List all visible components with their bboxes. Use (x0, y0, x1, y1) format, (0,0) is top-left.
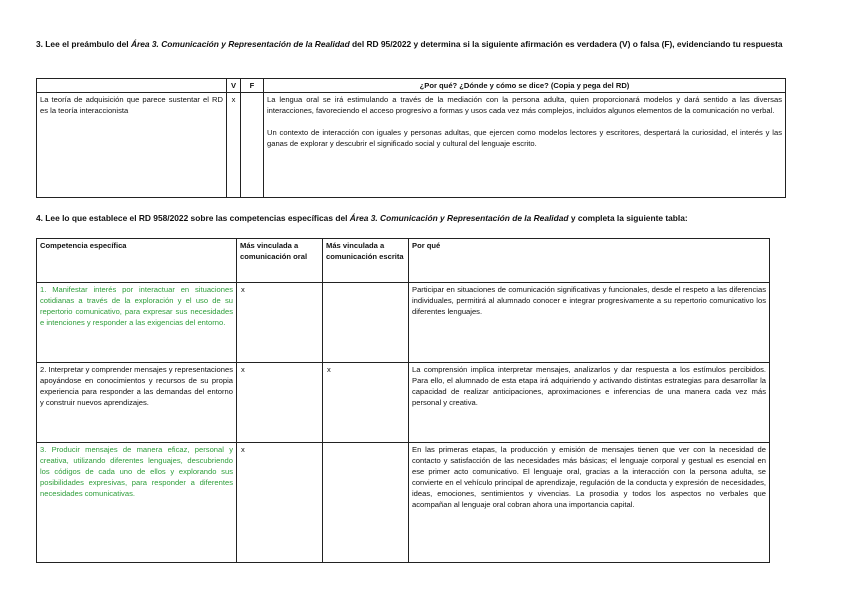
row3-oral-mark: x (237, 443, 323, 563)
row2-written-mark: x (323, 363, 409, 443)
table1-header-empty (37, 79, 227, 93)
table1-row (37, 93, 786, 198)
row1-oral-mark: x (237, 283, 323, 363)
table2-header-written: Más vinculada a comunicación escrita (323, 239, 409, 283)
q4-text-a: 4. Lee lo que establece el RD 958/2022 sobre las competencias específicas del (36, 213, 350, 223)
row2-oral-mark: x (237, 363, 323, 443)
q3-text-a: 3. Lee el preámbulo del (36, 39, 131, 49)
table1-header-row (37, 79, 786, 93)
table1-header-f: F (241, 79, 264, 93)
row1-written-mark (323, 283, 409, 363)
table1-statement: La teoría de adquisición que parece sustentar el RD es la teoría interaccionista (37, 93, 227, 198)
table2-row-1 (37, 283, 770, 363)
question-4-prompt (36, 212, 816, 224)
q3-area-title: Área 3. Comunicación y Representación de la Realidad (130, 39, 350, 49)
q3-text-c: del RD 95/2022 y determina si la siguiente afirmación es verdadera (V) o falsa (F), evidenciando tu respuesta (349, 39, 783, 49)
table1-why-p2: Un contexto de interacción con iguales y personas adultas, que ejercen como modelos lectores y escritores, despertará la curiosidad, el interés y las ganas de explorar y descubrir el significado social y cultural del lenguaje escrito. (267, 128, 782, 148)
row2-competence: 2. Interpretar y comprender mensajes y representaciones apoyándose en conocimientos y recursos de su propia experiencia para responder a las demandas del entorno y construir nuevos aprendizajes. (37, 363, 237, 443)
table1-header-v: V (227, 79, 241, 93)
table2-header-oral: Más vinculada a comunicación oral (237, 239, 323, 283)
q4-area-title: Área 3. Comunicación y Representación de la Realidad (349, 213, 569, 223)
row2-why: La comprensión implica interpretar mensajes, analizarlos y dar respuesta a los estímulos percibidos. Para ello, el alumnado de esta etapa irá adquiriendo y activando distintas estrategias para desarrollar la capacidad de realizar anticipaciones, aproximaciones e inferencias de una manera cada vez más personal y creativa. (409, 363, 770, 443)
row3-why: En las primeras etapas, la producción y emisión de mensajes tienen que ver con la necesidad de contacto y satisfacción de las necesidades más básicas; el lenguaje corporal y gestual es esencial en ese primer acto comunicativo. El lenguaje oral, gracias a la interacción con la persona adulta, se convierte en el vehículo principal de aprendizaje, regulación de la conducta y expresión de necesidades, ideas, emociones, sentimientos y vivencias. La prosodia y todos los aspectos no verbales que acompañan al lenguaje oral cobran ahora una importancia capital. (409, 443, 770, 563)
row1-why: Participar en situaciones de comunicación significativas y funcionales, desde el respeto a las diferencias individuales, permitirá al alumnado conocer e integrar progresivamente a su repertorio comunicativo los diferentes lenguajes. (409, 283, 770, 363)
table1-v-mark: x (227, 93, 241, 198)
competences-table (36, 238, 770, 563)
row3-competence: 3. Producir mensajes de manera eficaz, personal y creativa, utilizando diferentes lenguajes, descubriendo los códigos de cada uno de ellos y explorando sus posibilidades expresivas, para responder a diferentes necesidades comunicativas. (37, 443, 237, 563)
table1-f-mark (241, 93, 264, 198)
q4-text-c: y completa la siguiente tabla: (568, 213, 688, 223)
table2-row-3 (37, 443, 770, 563)
table2-header-row (37, 239, 770, 283)
row1-competence: 1. Manifestar interés por interactuar en situaciones cotidianas a través de la exploración y el uso de su repertorio comunicativo, para expresar sus necesidades e intenciones y responder a las exigencias del entorno. (37, 283, 237, 363)
table2-header-why: Por qué (409, 239, 770, 283)
table1-why-p1: La lengua oral se irá estimulando a través de la mediación con la persona adulta, quien proporcionará modelos y dará sentido a las diversas interacciones, favoreciendo el acceso progresivo a formas y usos cada vez más complejos, incluidos algunos elementos de la comunicación no verbal. (267, 95, 782, 115)
table1-header-why: ¿Por qué? ¿Dónde y cómo se dice? (Copia y pega del RD) (264, 79, 786, 93)
table2-header-competence: Competencia específica (37, 239, 237, 283)
true-false-table (36, 78, 786, 198)
question-3-prompt (36, 38, 816, 50)
row3-written-mark (323, 443, 409, 563)
table2-row-2 (37, 363, 770, 443)
table1-why-cell (264, 93, 786, 198)
